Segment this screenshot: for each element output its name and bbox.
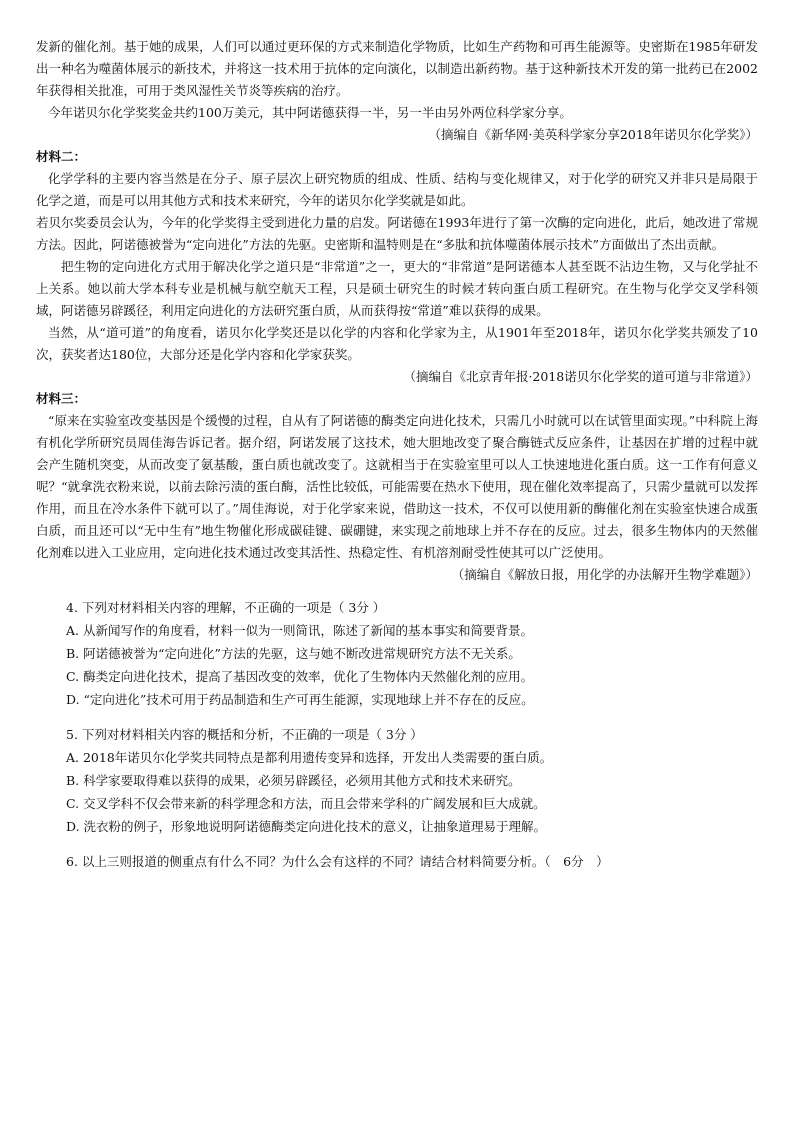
material1-prize-paragraph: 今年诺贝尔化学奖奖金共约100万美元，其中阿诺德获得一半，另一半由另外两位科学家分享。 — [48, 105, 572, 120]
question-5-option-a: A. 2018年诺贝尔化学奖共同特点是都利用遗传变异和选择，开发出人类需要的蛋白质。 — [66, 750, 553, 765]
material3-source: （摘编自《解放日报，用化学的办法解开生物学难题》） — [451, 567, 758, 582]
material2-paragraph-4: 当然，从“道可道”的角度看，诺贝尔化学奖还是以化学的内容和化学家为主，从1901年至2018年，诺贝尔化学奖共颁发了10次，获奖者达180位，大部分还是化学内容和化学家获奖。 — [36, 325, 758, 362]
material3-label: 材料三： — [36, 391, 87, 406]
question-6 — [36, 850, 758, 873]
material2-paragraph-3: 把生物的定向进化方式用于解决化学之道只是“非常道”之一，更大的“非常道”是阿诺德本人甚至既不沾边生物，又与化学扯不上关系。她以前大学本科专业是机械与航空航天工程，只是硕士研究生的时候才转向蛋白质工程研究。在生物与化学交叉学科领域，阿诺德另辟蹊径，利用定向进化的方法研究蛋白质，从而获得按“常道”难以获得的成果。 — [36, 259, 758, 318]
question-4-option-b: B. 阿诺德被誉为“定向进化”方法的先驱，这与她不断改进常规研究方法不无关系。 — [66, 646, 521, 661]
material2-paragraph-2: 若贝尔奖委员会认为，今年的化学奖得主受到进化力量的启发。阿诺德在1993年进行了第一次酶的定向进化，此后，她改进了常规方法。因此，阿诺德被誉为“定向进化”方法的先驱。史密斯和温特则是在“多肽和抗体噬菌体展示技术”方面做出了杰出贡献。 — [36, 215, 758, 252]
material3-paragraph-1: “原来在实验室改变基因是个缓慢的过程，自从有了阿诺德的酶类定向进化技术，只需几小时就可以在试管里面实现。”中科院上海有机化学所研究员周佳海告诉记者。据介绍，阿诺发展了这技术，她大胆地改变了聚合酶链式反应条件，让基因在扩增的过程中就会产生随机突变，从而改变了氨基酸，蛋白质也就改变了。这就相当于在实验室里可以人工快速地进化蛋白质。这一工作有何意义呢？“就拿洗衣粉来说，以前去除污渍的蛋白酶，活性比较低，可能需要在热水下使用，现在催化效率提高了，只需少量就可以发挥作用，而且在冷水条件下就可以了。”周佳海说，对于化学家来说，借助这一技术，不仅可以使用新的酶催化剂在实验室快速合成蛋白质，而且还可以“无中生有”地生物催化形成碳硅键、碳硼键，来实现之前地球上并不存在的反应。过去，很多生物体内的天然催化剂难以进入工业应用，定向进化技术通过改变其活性、热稳定性、有机溶剂耐受性使其可以广泛使用。 — [36, 413, 758, 560]
material1-source: （摘编自《新华网·美英科学家分享2018年诺贝尔化学奖》） — [428, 127, 758, 142]
question-4-option-d: D. “定向进化”技术可用于药品制造和生产可再生能源，实现地球上并不存在的反应。 — [66, 692, 534, 707]
question-4 — [36, 596, 758, 711]
question-4-stem: 4. 下列对材料相关内容的理解，不正确的一项是（ 3分 ） — [66, 600, 386, 615]
question-5-stem: 5. 下列对材料相关内容的概括和分析，不正确的一项是（ 3分 ） — [66, 727, 423, 742]
question-6-stem: 6. 以上三则报道的侧重点有什么不同？为什么会有这样的不同？请结合材料简要分析。（ 6分 ） — [66, 854, 609, 869]
material2-label: 材料二： — [36, 149, 87, 164]
question-4-option-a: A. 从新闻写作的角度看，材料一似为一则简讯，陈述了新闻的基本事实和简要背景。 — [66, 623, 533, 638]
question-5-option-c: C. 交叉学科不仅会带来新的科学理念和方法，而且会带来学科的广阔发展和巨大成就。 — [66, 796, 546, 811]
material2-source: （摘编自《北京青年报·2018诺贝尔化学奖的道可道与非常道》） — [403, 369, 758, 384]
question-5-option-d: D. 洗衣粉的例子，形象地说明阿诺德酶类定向进化技术的意义，让抽象道理易于理解。 — [66, 819, 547, 834]
exam-page — [36, 36, 758, 873]
question-4-option-c: C. 酶类定向进化技术，提高了基因改变的效率，优化了生物体内天然催化剂的应用。 — [66, 669, 534, 684]
material1-continuation: 发新的催化剂。基于她的成果，人们可以通过更环保的方式来制造化学物质，比如生产药物和可再生能源等。史密斯在1985年研发出一种名为噬菌体展示的新技术，并将这一技术用于抗体的定向演化，以制造出新药物。基于这种新技术开发的第一批药已在2002年获得相关批准，可用于类风湿性关节炎等疾病的治疗。 — [36, 39, 758, 98]
question-5 — [36, 723, 758, 838]
material2-paragraph-1: 化学学科的主要内容当然是在分子、原子层次上研究物质的组成、性质、结构与变化规律又，对于化学的研究又并非只是局限于化学之道，而是可以用其他方式和技术来研究，今年的诺贝尔化学奖就是如此。 — [36, 171, 758, 208]
question-5-option-b: B. 科学家要取得难以获得的成果，必须另辟蹊径，必须用其他方式和技术来研究。 — [66, 773, 521, 788]
